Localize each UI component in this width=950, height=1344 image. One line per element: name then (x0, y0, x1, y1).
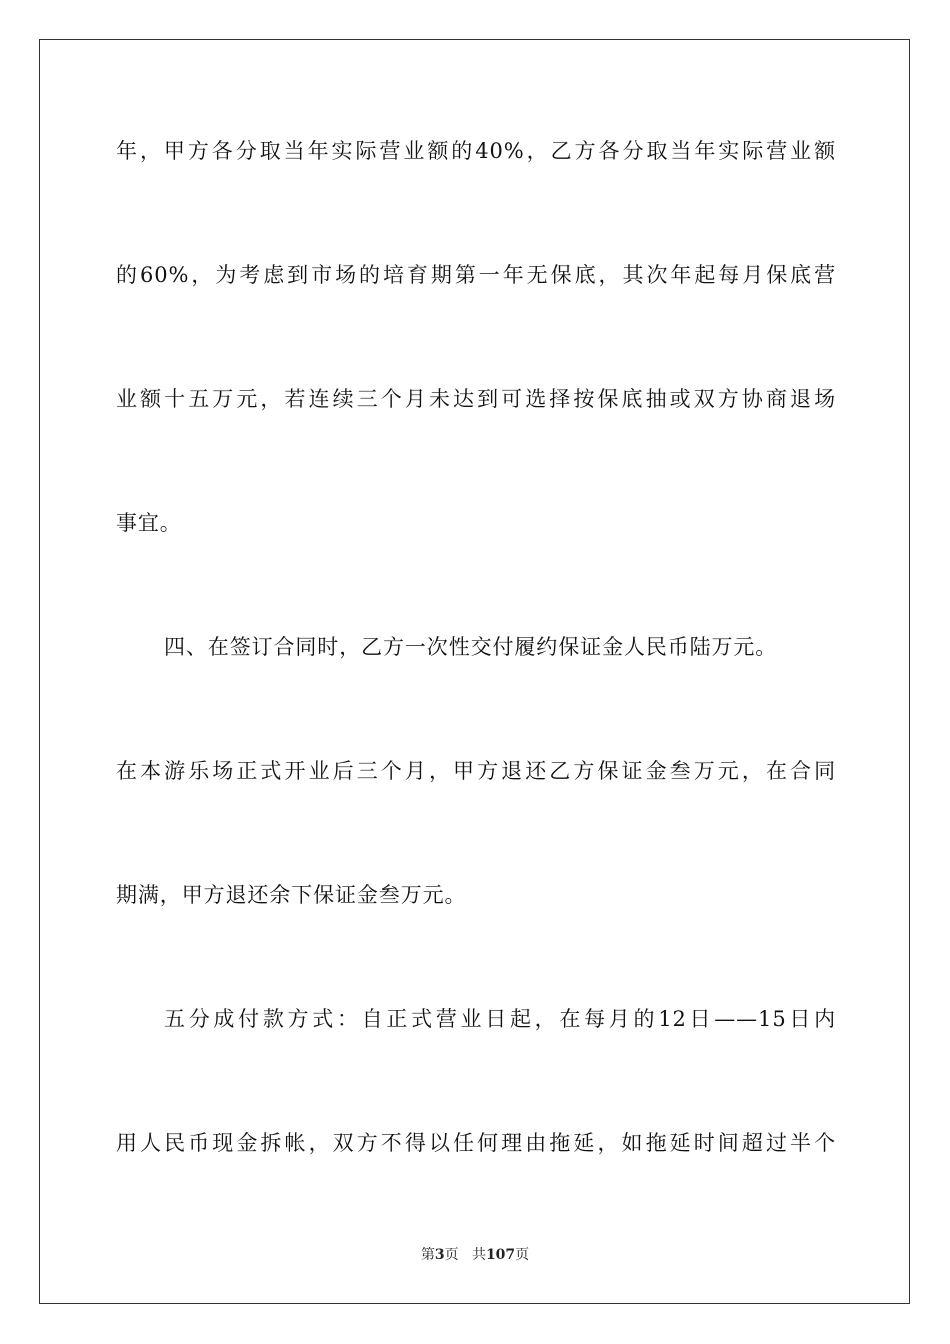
footer-total-pages: 107 (485, 1247, 516, 1263)
footer-page-suffix: 页 (444, 1247, 459, 1263)
body-line-6: 在本游乐场正式开业后三个月，甲方退还乙方保证金叁万元，在合同 (116, 759, 836, 783)
body-line-3: 业额十五万元，若连续三个月未达到可选择按保底抽或双方协商退场 (116, 387, 836, 411)
page-border (39, 39, 910, 1304)
body-line-1: 年，甲方各分取当年实际营业额的40%，乙方各分取当年实际营业额 (116, 139, 836, 163)
body-line-7: 期满，甲方退还余下保证金叁万元。 (116, 883, 467, 907)
body-line-9: 用人民币现金拆帐，双方不得以任何理由拖延，如拖延时间超过半个 (116, 1131, 836, 1155)
footer-total-prefix: 共 (471, 1247, 486, 1263)
body-line-8: 五分成付款方式：自正式营业日起，在每月的12日——15日内 (164, 1007, 836, 1031)
footer-page-prefix: 第 (420, 1247, 435, 1263)
footer-page-number: 3 (434, 1247, 445, 1263)
page-footer (0, 1246, 950, 1264)
body-line-2: 的60%，为考虑到市场的培育期第一年无保底，其次年起每月保底营 (116, 263, 836, 287)
body-line-4: 事宜。 (116, 511, 182, 535)
footer-total-suffix: 页 (515, 1247, 530, 1263)
body-line-5: 四、在签订合同时，乙方一次性交付履约保证金人民币陆万元。 (164, 635, 778, 659)
